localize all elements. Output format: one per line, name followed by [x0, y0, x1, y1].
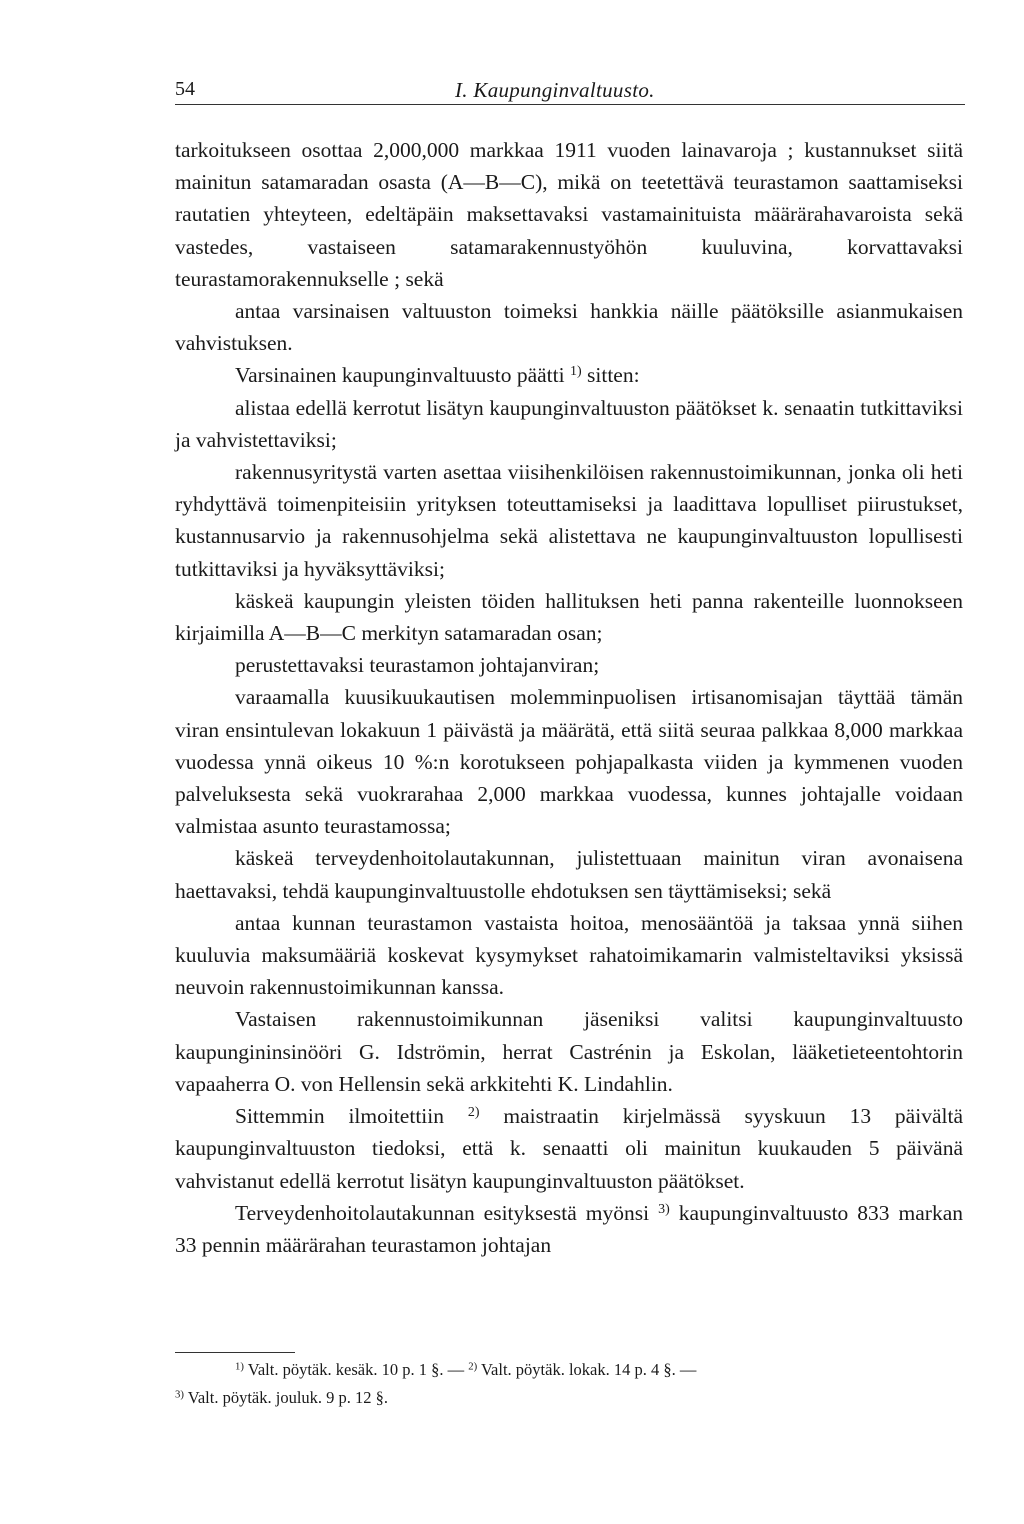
- paragraph: käskeä terveydenhoitolautakunnan, julistettuaan mainitun viran avonaisena haettavaksi, tehdä kaupunginvaltuustolle ehdotuksen sen täyttämiseksi; sekä: [175, 846, 963, 903]
- paragraph: käskeä kaupungin yleisten töiden hallituksen heti panna rakenteille luonnokseen kirjaimilla A—B—C merkityn satamaradan osan;: [175, 588, 963, 646]
- paragraph: Vastaisen rakennustoimikunnan jäseniksi valitsi kaupunginvaltuusto kaupungininsinööri G. Idströmin, herrat Castrénin ja Eskolan, lääketieteentohtorin vapaaherra O. von Hellensin sekä arkkitehti K. Lindahlin.: [175, 1007, 963, 1096]
- paragraph: antaa kunnan teurastamon vastaista hoitoa, menosääntöä ja taksaa ynnä siihen kuuluvia maksumääriä koskevat kysymykset rahatoimikamarin valmisteltaviksi yksissä neuvoin rakennustoimikunnan kanssa.: [175, 910, 963, 1000]
- body-text: [175, 134, 963, 1261]
- paragraph: alistaa edellä kerrotut lisätyn kaupunginvaltuuston päätökset k. senaatin tutkittaviksi ja vahvistettaviksi;: [175, 395, 963, 452]
- footnote-ref: 3): [658, 1201, 670, 1217]
- footnote-line: $^{1)}$ Valt. pöytäk. kesäk. 10 p. 1 §. — $^{2)}$ Valt. pöytäk. lokak. 14 p. 4 §. —: [235, 1360, 697, 1379]
- footnotes: [175, 1356, 963, 1412]
- paragraph: varaamalla kuusikuukautisen molemminpuolisen irtisanomisajan täyttää tämän viran ensintulevan lokakuun 1 päivästä ja määrätä, että siitä seuraa palkkaa 8,000 markkaa vuodessa ynnä oikeus 10 %:n korotukseen pohjapalkasta viiden ja kymmenen vuoden palveluksesta sekä vuokrarahaa 2,000 markkaa vuodessa, kunnes johtajalle voidaan valmistaa asunto teurastamossa;: [175, 685, 963, 839]
- footnote-ref: 1): [569, 364, 582, 380]
- paragraph: Terveydenhoitolautakunnan esityksestä myönsi $^{3)}$ kaupunginvaltuusto 833 markan 33 pennin määrärahan teurastamon johtajan: [175, 1200, 963, 1257]
- paragraph: Sittemmin ilmoitettiin $^{2)}$ maistraatin kirjelmässä syyskuun 13 päivältä kaupunginvaltuuston tiedoksi, että k. senaatti oli mainitun kuukauden 5 päivänä vahvistanut edellä kerrotut lisätyn kaupunginvaltuuston päätökset.: [175, 1104, 963, 1193]
- footnote-ref: 2): [467, 1105, 480, 1121]
- footnote-rule: [175, 1352, 295, 1353]
- paragraph: antaa varsinaisen valtuuston toimeksi hankkia näille päätöksille asianmukaisen vahvistuksen.: [175, 299, 963, 356]
- paragraph: perustettavaksi teurastamon johtajanviran;: [235, 653, 600, 678]
- paragraph-continuation: tarkoitukseen osottaa 2,000,000 markkaa 1911 vuoden lainavaroja ; kustannukset siitä mainitun satamaradan osasta (A—B—C), mikä on teetettävä teurastamon saattamiseksi rautatien yhteyteen, edeltäpäin maksettavaksi vastamainituista määrärahavaroista sekä vastedes, vastaiseen satamarakennustyöhön kuuluvina, korvattavaksi teurastamorakennukselle ; sekä: [175, 138, 963, 291]
- page-number: 54: [175, 78, 195, 100]
- header-rule: [175, 104, 965, 105]
- paragraph: rakennusyritystä varten asettaa viisihenkilöisen rakennustoimikunnan, jonka oli heti ryhdyttävä toimenpiteisiin yrityksen toteuttamiseksi ja laadittava lopulliset piirustukset, kustannusarvio ja rakennusohjelma sekä alistettava ne kaupunginvaltuuston lopullisesti tutkittaviksi ja hyväksyttäviksi;: [175, 460, 963, 581]
- paragraph: Varsinainen kaupunginvaltuusto päätti $^{1)}$ sitten:: [235, 363, 640, 388]
- running-title: I. Kaupunginvaltuusto.: [455, 78, 655, 102]
- footnote-line: $^{3)}$ Valt. pöytäk. jouluk. 9 p. 12 §.: [175, 1388, 389, 1407]
